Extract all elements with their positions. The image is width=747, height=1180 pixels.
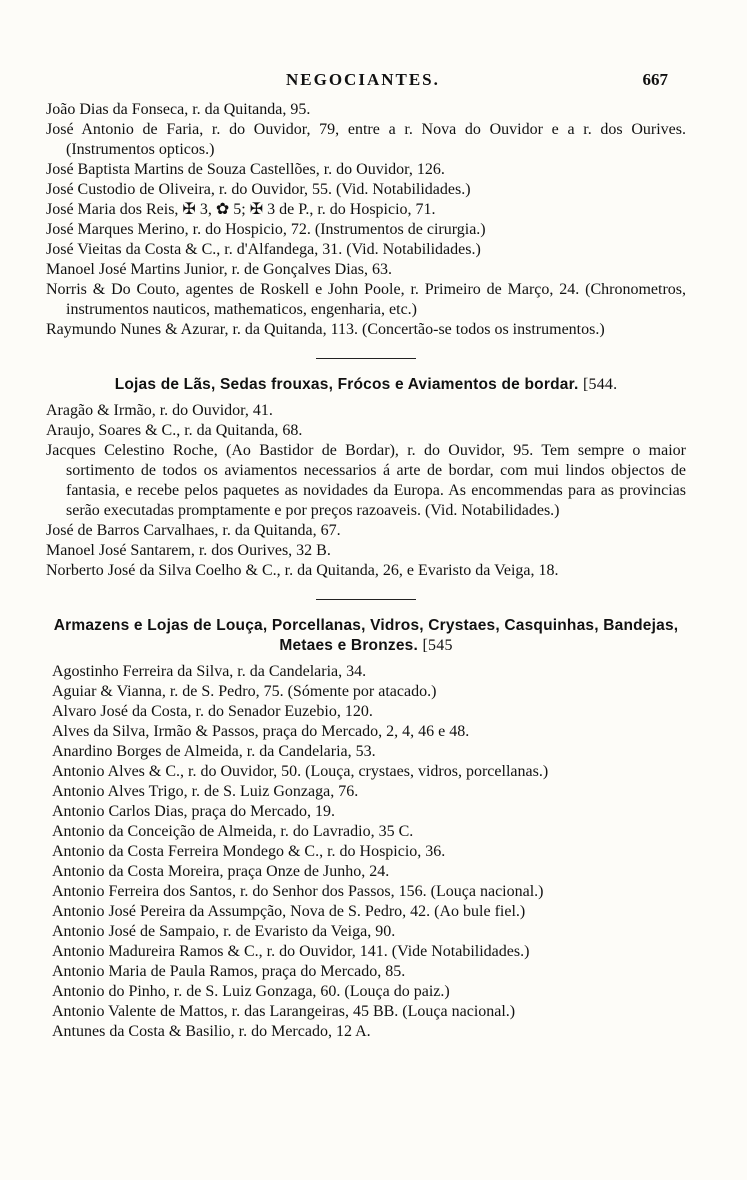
list-item: José Custodio de Oliveira, r. do Ouvidor, 55. (Vid. Notabilidades.)	[46, 181, 471, 198]
section-heading	[46, 375, 686, 395]
list-item: Raymundo Nunes & Azurar, r. da Quitanda, 113. (Concertão-se todos os instrumentos.)	[46, 321, 605, 338]
list-item: Aragão & Irmão, r. do Ouvidor, 41.	[46, 402, 273, 419]
list-item: João Dias da Fonseca, r. da Quitanda, 95.	[46, 101, 311, 118]
list-item: Antonio Madureira Ramos & C., r. do Ouvidor, 141. (Vide Notabilidades.)	[52, 943, 530, 960]
list-item: Antonio da Costa Moreira, praça Onze de Junho, 24.	[52, 863, 390, 880]
list-item: Anardino Borges de Almeida, r. da Candelaria, 53.	[52, 743, 376, 760]
list-item: Antonio do Pinho, r. de S. Luiz Gonzaga, 60. (Louça do paiz.)	[52, 983, 450, 1000]
list-item: José Maria dos Reis, ✠ 3, ✿ 5; ✠ 3 de P., r. do Hospicio, 71.	[46, 201, 436, 218]
section-heading-text: Lojas de Lãs, Sedas frouxas, Frócos e Aviamentos de bordar.	[114, 376, 579, 393]
list-item: Aguiar & Vianna, r. de S. Pedro, 75. (Sómente por atacado.)	[52, 683, 437, 700]
list-item: José de Barros Carvalhaes, r. da Quitanda, 67.	[46, 522, 341, 539]
list-item: José Baptista Martins de Souza Castellões, r. do Ouvidor, 126.	[46, 161, 445, 178]
list-item: Agostinho Ferreira da Silva, r. da Candelaria, 34.	[52, 663, 367, 680]
list-item: Norberto José da Silva Coelho & C., r. da Quitanda, 26, e Evaristo da Veiga, 18.	[46, 562, 559, 579]
list-item: Antonio Carlos Dias, praça do Mercado, 19.	[52, 803, 336, 820]
list-item: Araujo, Soares & C., r. da Quitanda, 68.	[46, 422, 303, 439]
list-item: Antonio José de Sampaio, r. de Evaristo da Veiga, 90.	[52, 923, 396, 940]
list-item: Antonio da Conceição de Almeida, r. do Lavradio, 35 C.	[52, 823, 414, 840]
section-heading	[46, 616, 686, 656]
page-body	[46, 100, 686, 1042]
section-instrument-dealers	[46, 100, 686, 340]
running-title: NEGOCIANTES.	[286, 70, 440, 89]
list-item: Antonio Valente de Mattos, r. das Larangeiras, 45 BB. (Louça nacional.)	[52, 1003, 516, 1020]
list-item: Antonio da Costa Ferreira Mondego & C., r. do Hospicio, 36.	[52, 843, 446, 860]
list-item: José Vieitas da Costa & C., r. d'Alfandega, 31. (Vid. Notabilidades.)	[46, 241, 481, 258]
section-divider	[316, 358, 416, 359]
section-divider	[316, 599, 416, 600]
section-heading-line1: Armazens e Lojas de Louça, Porcellanas, Vidros, Crystaes, Casquinhas, Bandejas,	[53, 617, 679, 634]
list-item: Antonio Ferreira dos Santos, r. do Senhor dos Passos, 156. (Louça nacional.)	[52, 883, 544, 900]
section-reference: [545	[422, 637, 453, 654]
list-item: Alves da Silva, Irmão & Passos, praça do Mercado, 2, 4, 46 e 48.	[52, 723, 470, 740]
section-heading-line2: Metaes e Bronzes.	[279, 637, 418, 654]
section-wool-silk-shops	[46, 375, 686, 581]
list-item: José Antonio de Faria, r. do Ouvidor, 79, entre a r. Nova do Ouvidor e a r. dos Ourives. (Instrumentos opticos.)	[46, 121, 686, 158]
list-item: José Marques Merino, r. do Hospicio, 72. (Instrumentos de cirurgia.)	[46, 221, 486, 238]
page-number: 667	[642, 70, 668, 89]
list-item: Norris & Do Couto, agentes de Roskell e John Poole, r. Primeiro de Março, 24. (Chronometros, instrumentos nauticos, mathematicos, engenharia, etc.)	[46, 281, 686, 318]
list-item: Manoel José Santarem, r. dos Ourives, 32 B.	[46, 542, 331, 559]
list-item: Jacques Celestino Roche, (Ao Bastidor de Bordar), r. do Ouvidor, 95. Tem sempre o maior sortimento de todos os aviamentos necessarios á arte de bordar, com mui lindos objectos de fantasia, e recebe pelos paquetes as novidades da Europa. As encommendas para as provincias serão executadas promptamente e por preços razoaveis. (Vid. Notabilidades.)	[46, 442, 686, 519]
list-item: Antonio José Pereira da Assumpção, Nova de S. Pedro, 42. (Ao bule fiel.)	[52, 903, 526, 920]
list-item: Alvaro José da Costa, r. do Senador Euzebio, 120.	[52, 703, 373, 720]
list-item: Antonio Alves Trigo, r. de S. Luiz Gonzaga, 76.	[52, 783, 359, 800]
running-header	[46, 70, 696, 96]
section-reference: [544.	[582, 376, 618, 393]
list-item: Antonio Maria de Paula Ramos, praça do Mercado, 85.	[52, 963, 406, 980]
section-china-glass-shops	[46, 616, 686, 1042]
list-item: Antunes da Costa & Basilio, r. do Mercado, 12 A.	[52, 1023, 371, 1040]
list-item: Antonio Alves & C., r. do Ouvidor, 50. (Louça, crystaes, vidros, porcellanas.)	[52, 763, 549, 780]
list-item: Manoel José Martins Junior, r. de Gonçalves Dias, 63.	[46, 261, 392, 278]
